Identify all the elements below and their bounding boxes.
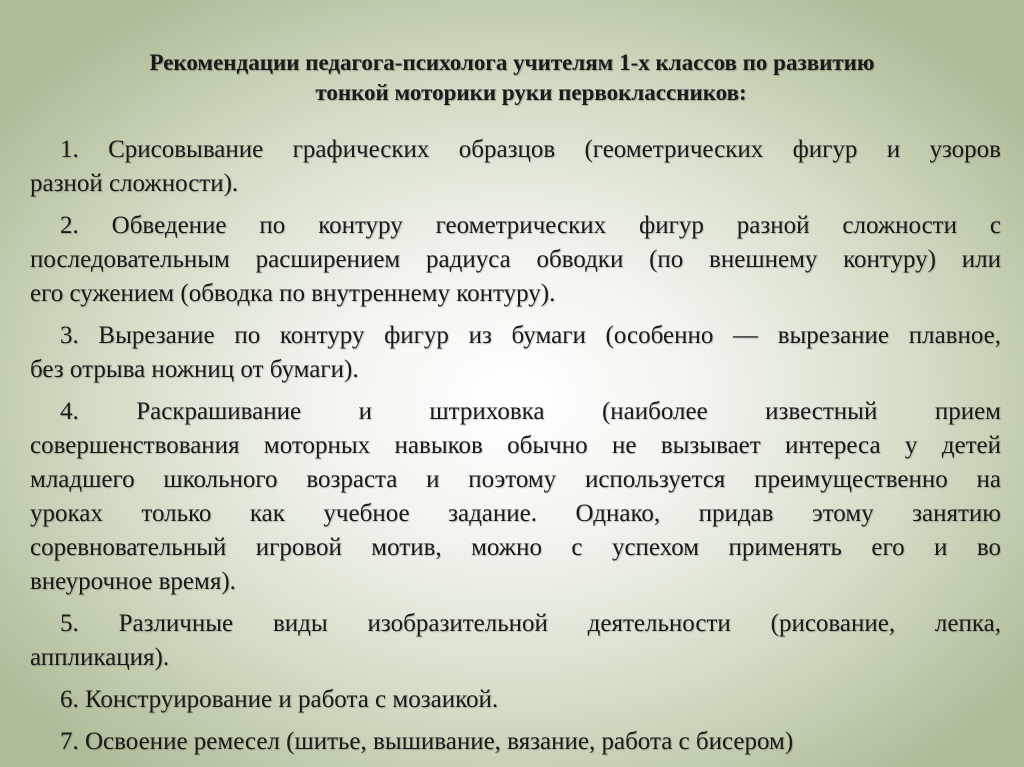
list-item-line: последовательным расширением радиуса обводки (по внешнему контуру) или xyxy=(30,246,1001,273)
list-item xyxy=(30,209,1001,311)
list-item-line: 2. Обведение по контуру геометрических фигур разной сложности с xyxy=(60,212,1001,239)
list-item-line: 1. Срисовывание графических образцов (геометрических фигур и узоров xyxy=(60,136,1001,163)
list-item xyxy=(30,395,1001,599)
list-item-line: уроках только как учебное задание. Однако, придав этому занятию xyxy=(30,500,1001,527)
list-item-line: его сужением (обводка по внутреннему контуру). xyxy=(30,280,556,307)
list-item xyxy=(30,319,1001,387)
list-item xyxy=(30,607,1001,675)
list-item-line: младшего школьного возраста и поэтому используется преимущественно на xyxy=(30,466,1001,493)
slide-title xyxy=(0,48,1024,108)
title-line: тонкой моторики руки первоклассников: xyxy=(315,80,747,105)
list-item xyxy=(30,725,1001,759)
list-item-line: 6. Конструирование и работа с мозаикой. xyxy=(60,686,499,713)
list-item-line: 4. Раскрашивание и штриховка (наиболее известный прием xyxy=(60,398,1001,425)
list-item-line: без отрыва ножниц от бумаги). xyxy=(30,356,359,383)
list-item xyxy=(30,683,1001,717)
title-line: Рекомендации педагога-психолога учителям 1-х классов по развитию xyxy=(149,50,875,75)
list-item-line: 3. Вырезание по контуру фигур из бумаги (особенно — вырезание плавное, xyxy=(60,322,1001,349)
list-item-line: 5. Различные виды изобразительной деятельности (рисование, лепка, xyxy=(60,610,1001,637)
list-item-line: 7. Освоение ремесел (шитье, вышивание, вязание, работа с бисером) xyxy=(60,728,794,755)
list-item-line: аппликация). xyxy=(30,644,170,671)
list-item-line: соревновательный игровой мотив, можно с успехом применять его и во xyxy=(30,534,1001,561)
list-item-line: разной сложности). xyxy=(30,170,239,197)
list-item xyxy=(30,133,1001,201)
list-item-line: внеурочное время). xyxy=(30,568,236,595)
list-item-line: совершенствования моторных навыков обычно не вызывает интереса у детей xyxy=(30,432,1001,459)
recommendations-list xyxy=(30,133,1001,767)
